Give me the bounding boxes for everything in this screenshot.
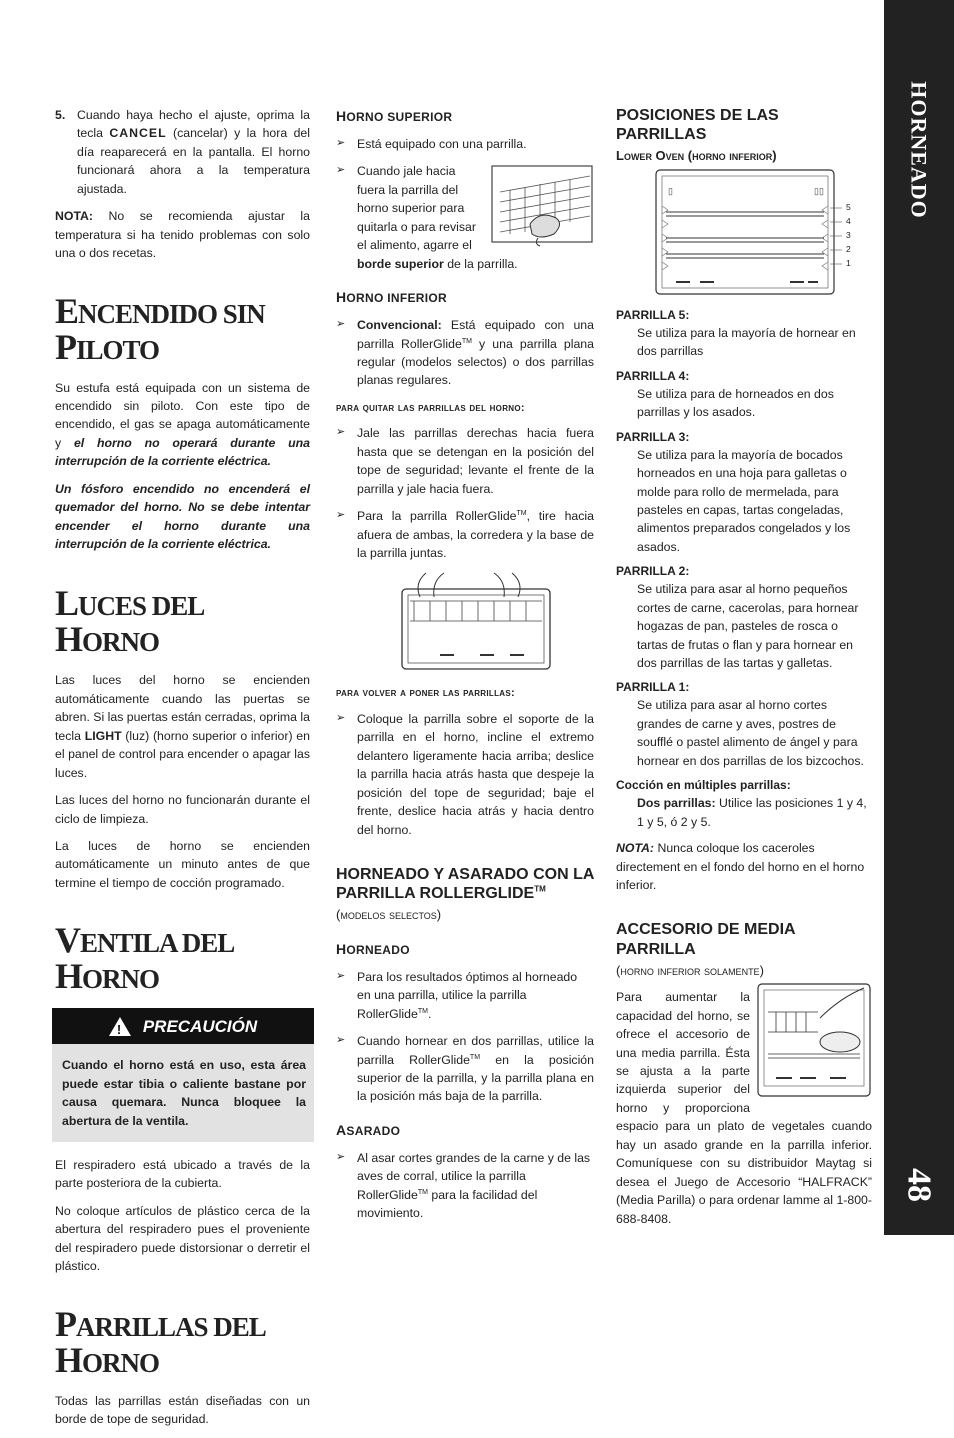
bullet-4: ➢ Jale las parrillas derechas hacia fuera hasta que se detengan en la posición del tope de seguridad; levante el frente de la parrilla y jale hacia fuera.	[336, 426, 594, 496]
rack-3-label: PARRILLA 3:	[616, 429, 690, 444]
heading-horno-superior: HORNO SUPERIOR	[336, 108, 453, 124]
column-right	[616, 100, 872, 1237]
rack-5-text: Se utiliza para la mayoría de hornear en dos parrillas	[637, 325, 856, 359]
svg-text:▯▯: ▯▯	[814, 185, 824, 196]
half-rack-illustration	[756, 982, 872, 1100]
heading-rollerglide: HORNEADO Y ASARADO CON LA PARRILLA ROLLERGLIDE™	[336, 865, 594, 903]
bullet-3: ➢ Convencional: Está equipado con una parrilla RollerGlide™ y una parrilla plana regular (modelos selectos) o dos parrillas planas regulares.	[336, 318, 594, 388]
parrillas-text: Todas las parrillas están diseñadas con un borde de tope de seguridad.	[55, 1393, 310, 1427]
nota-right: NOTA: Nunca coloque los caceroles directement en el fondo del horno en el horno inferior.	[616, 841, 865, 892]
arrow-icon: ➢	[336, 164, 346, 177]
bullet-8: ➢ Cuando hornear en dos parrillas, utilice la parrilla RollerGlide™ en la posición superior de la parrilla, y la parrilla plana en la posición más baja de la parrilla.	[336, 1034, 594, 1104]
accesorio-paren: (horno inferior solamente)	[616, 962, 764, 978]
heading-volver: para volver a poner las parrillas:	[336, 687, 515, 700]
title-luces: LUCES DEL HORNO	[55, 583, 203, 660]
arrow-icon: ➢	[336, 969, 346, 982]
column-middle	[336, 100, 594, 1232]
bullet-2: ➢ Cuando jale hacia fuera la parrilla del horno superior para quitarla o para revisar el alimento, agarre el borde superior de la parrilla.	[336, 162, 594, 273]
heading-asarado: ASARADO	[336, 1121, 401, 1138]
chapter-tab	[884, 0, 954, 1235]
heading-horneado: HORNEADO	[336, 940, 410, 957]
encendido-warning: Un fósforo encendido no encenderá el quemador del horno. No se debe intentar encender el horno durante una interrupción de la corriente eléctrica.	[55, 481, 310, 551]
title-encendido: ENCENDIDO SIN PILOTO	[55, 290, 265, 367]
svg-text:▯: ▯	[668, 185, 673, 196]
caution-header: ! PRECAUCIÓN	[52, 1008, 314, 1044]
arrow-icon: ➢	[336, 711, 346, 724]
arrow-icon: ➢	[336, 426, 346, 439]
column-left	[55, 100, 310, 1438]
chapter-label: HORNEADO	[906, 81, 932, 219]
caution-text: Cuando el horno está en uso, esta área puede estar tibia o caliente bastane por causa quemara. Nunca bloquee la abertura de la ventila.	[62, 1058, 306, 1128]
rack-1-label: PARRILLA 1:	[616, 680, 690, 695]
arrow-icon: ➢	[336, 1034, 346, 1047]
accesorio-text: Para aumentar la capacidad del horno, se ofrece el accesorio de una media parrilla. Ésta se ajusta a la parte izquierda superior del horno y proporciona espacio para un plato de vegetales cuando hay un asado grande en la parrilla inferior. Comuníquese con su distribuidor Maytag si desea el Juego de Accesorio “HALFRACK” (Media Parilla) o para ordenar lamme al 1-800-688-8408.	[616, 988, 872, 1228]
rack-2-text: Se utiliza para asar al horno pequeños cortes de carne, cacerolas, para hornear hogazas de pan, pasteles de rosca o tartas de frutas o flan y para hornear en dos parrillas de las tartas y galletas.	[637, 582, 859, 670]
ventila-text-2: No coloque artículos de plástico cerca de la abertura del respiradero pues el proveniente del respiradero puede distorsionar o derretir el plástico.	[55, 1203, 310, 1274]
multi-rack-text: Dos parrillas: Utilice las posiciones 1 y 4, 1 y 5, ó 2 y 5.	[637, 796, 867, 829]
ventila-text-1: El respiradero está ubicado a través de la parte posteriora de la cubierta.	[55, 1158, 310, 1191]
rack-5-label: PARRILLA 5:	[616, 307, 690, 322]
arrow-icon: ➢	[336, 509, 346, 522]
svg-text:5: 5	[846, 201, 851, 212]
rack-list	[616, 306, 872, 770]
caution-box	[52, 1008, 314, 1142]
bullet-7: ➢ Para los resultados óptimos al horneado en una parrilla, utilice la parrilla RollerGlide™.	[336, 969, 578, 1021]
lower-oven-heading: Lower Oven (horno inferior)	[616, 148, 777, 164]
rack-2-label: PARRILLA 2:	[616, 564, 690, 579]
multi-rack-heading: Cocción en múltiples parrillas:	[616, 778, 791, 793]
page-number: 48	[900, 1168, 938, 1202]
svg-text:3: 3	[846, 229, 851, 240]
arrow-icon: ➢	[336, 318, 346, 331]
svg-text:4: 4	[846, 215, 851, 226]
rollerglide-paren: (modelos selectos)	[336, 907, 442, 923]
rack-4-text: Se utiliza para de horneados en dos parrillas y los asados.	[637, 386, 834, 420]
svg-text:2: 2	[846, 243, 851, 254]
bullet-1: ➢ Está equipado con una parrilla.	[336, 137, 527, 151]
warning-icon: !	[109, 1017, 131, 1036]
bullet-9: ➢ Al asar cortes grandes de la carne y de las aves de corral, utilice la parrilla RollerGlide™ para la facilidad del movimiento.	[336, 1150, 591, 1221]
heading-posiciones: POSICIONES DE LAS PARRILLAS	[616, 107, 779, 144]
rack-3-text: Se utiliza para la mayoría de bocados horneados en una hoja para galletas o molde para rollo de mermelada, para pasteles en capas, tartas congeladas, alimentos preparados congelados y los asados.	[637, 447, 851, 554]
arrow-icon: ➢	[336, 137, 346, 149]
heading-horno-inferior: HORNO INFERIOR	[336, 289, 447, 306]
rack-pull-illustration	[490, 162, 594, 248]
rack-positions-diagram	[654, 168, 884, 298]
title-ventila: VENTILA DEL HORNO	[55, 920, 233, 997]
nota: NOTA: No se recomienda ajustar la temperatura si ha tenido problemas con solo una o dos recetas.	[55, 209, 310, 261]
rack-4-label: PARRILLA 4:	[616, 368, 690, 383]
rack-1-text: Se utiliza para asar al horno cortes grandes de carne y aves, postres de soufflé o pastel alimento de ángel y para hornear en dos parrillas de los bizcochos.	[637, 698, 864, 768]
arrow-icon: ➢	[336, 1150, 346, 1163]
oven-rack-illustration	[400, 571, 552, 671]
luces-text-1: Las luces del horno se encienden automáticamente cuando las puertas se abren. Si las puertas están cerradas, oprima la tecla LIGHT (luz) (horno superior o inferior) en el panel de control para encender o apagar las luces.	[55, 673, 310, 780]
heading-quitar: para quitar las parrillas del horno:	[336, 401, 525, 414]
heading-accesorio: ACCESORIO DE MEDIA PARRILLA	[616, 921, 795, 958]
luces-text-2: Las luces del horno no funcionarán durante el ciclo de limpieza.	[55, 793, 310, 826]
encendido-text: Su estufa está equipada con un sistema de encendido sin piloto. Con este tipo de encendido, el gas se apaga automáticamente y el horno no operará durante una interrupción de la corriente eléctrica.	[55, 380, 310, 469]
bullet-6: ➢ Coloque la parrilla sobre el soporte de la parrilla en el horno, incline el extremo delantero ligeramente hacia arriba; deslice la parrilla hacia atrás hasta que despeje la posición del tope de seguridad; baje el frente, deslice hacia atrás y hacia dentro del horno.	[336, 711, 594, 837]
bullet-5: ➢ Para la parrilla RollerGlide™, tire hacia afuera de ambas, la corredera y la base de la parrilla juntas.	[336, 509, 594, 560]
luces-text-3: La luces de horno se encienden automáticamente un minuto antes de que termine el tiempo de cocción programado.	[55, 838, 310, 890]
step-5: 5. Cuando haya hecho el ajuste, oprima la tecla CANCEL (cancelar) y la hora del día reaparecerá en la pantalla. El horno funcionará ahora a la temperatura ajustada.	[55, 108, 310, 196]
svg-text:1: 1	[846, 257, 851, 268]
title-parrillas: PARRILLAS DEL HORNO	[55, 1303, 265, 1380]
